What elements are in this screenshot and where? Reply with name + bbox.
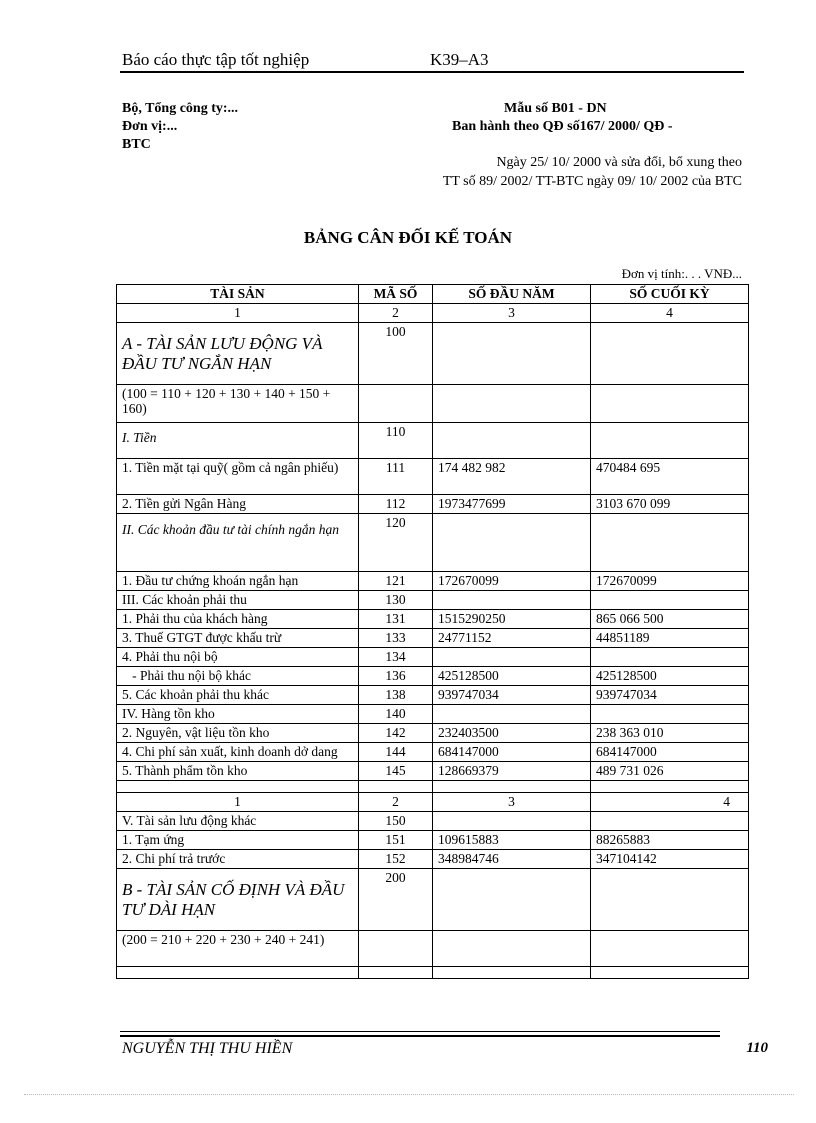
col-header-start: SỐ ĐẦU NĂM bbox=[433, 285, 591, 304]
table-index-row-repeat bbox=[117, 793, 749, 812]
row-code bbox=[359, 931, 433, 967]
table-row bbox=[117, 423, 749, 459]
row-label: 4. Phải thu nội bộ bbox=[117, 648, 359, 667]
page-edge-divider bbox=[24, 1094, 794, 1095]
issued-decision: Ban hành theo QĐ số167/ 2000/ QĐ - bbox=[452, 119, 673, 134]
index-cell: 1 bbox=[117, 793, 359, 812]
col-header-assets: TÀI SẢN bbox=[117, 285, 359, 304]
row-end: 238 363 010 bbox=[591, 724, 749, 743]
page-title: BẢNG CÂN ĐỐI KẾ TOÁN bbox=[303, 228, 513, 247]
table-row bbox=[117, 591, 749, 610]
row-label: 2. Nguyên, vật liệu tồn kho bbox=[117, 724, 359, 743]
circular-line: TT số 89/ 2002/ TT-BTC ngày 09/ 10/ 2002 của BTC bbox=[442, 174, 742, 189]
row-start: 232403500 bbox=[433, 724, 591, 743]
row-code: 121 bbox=[359, 572, 433, 591]
row-end bbox=[591, 591, 749, 610]
table-row bbox=[117, 812, 749, 831]
row-code: 200 bbox=[359, 869, 433, 931]
row-start bbox=[433, 931, 591, 967]
row-code: 142 bbox=[359, 724, 433, 743]
row-label: 1. Tiền mặt tại quỹ( gồm cả ngân phiếu) bbox=[117, 459, 359, 495]
index-cell: 1 bbox=[117, 304, 359, 323]
row-start: 128669379 bbox=[433, 762, 591, 781]
table-spacer-row bbox=[117, 781, 749, 793]
row-code: 112 bbox=[359, 495, 433, 514]
footer-rule-thin bbox=[120, 1031, 720, 1032]
row-start: 24771152 bbox=[433, 629, 591, 648]
row-code bbox=[359, 385, 433, 423]
row-start: 172670099 bbox=[433, 572, 591, 591]
table-row bbox=[117, 831, 749, 850]
table-row bbox=[117, 629, 749, 648]
row-code: 110 bbox=[359, 423, 433, 459]
row-start: 109615883 bbox=[433, 831, 591, 850]
row-label: III. Các khoản phải thu bbox=[117, 591, 359, 610]
table-row bbox=[117, 610, 749, 629]
row-start: 348984746 bbox=[433, 850, 591, 869]
row-end: 3103 670 099 bbox=[591, 495, 749, 514]
row-end bbox=[591, 812, 749, 831]
table-row bbox=[117, 572, 749, 591]
table-row bbox=[117, 686, 749, 705]
table-row bbox=[117, 459, 749, 495]
row-label: V. Tài sản lưu động khác bbox=[117, 812, 359, 831]
row-end: 44851189 bbox=[591, 629, 749, 648]
row-start bbox=[433, 323, 591, 385]
row-start bbox=[433, 705, 591, 724]
row-start: 174 482 982 bbox=[433, 459, 591, 495]
row-end bbox=[591, 514, 749, 572]
row-code: 130 bbox=[359, 591, 433, 610]
index-cell: 2 bbox=[359, 304, 433, 323]
row-start bbox=[433, 385, 591, 423]
row-end: 172670099 bbox=[591, 572, 749, 591]
table-row bbox=[117, 850, 749, 869]
table-row bbox=[117, 724, 749, 743]
row-code: 151 bbox=[359, 831, 433, 850]
row-label: A - TÀI SẢN LƯU ĐỘNG VÀ ĐẦU TƯ NGẮN HẠN bbox=[117, 323, 359, 385]
table-spacer-row bbox=[117, 967, 749, 979]
index-cell: 3 bbox=[433, 793, 591, 812]
row-label: IV. Hàng tồn kho bbox=[117, 705, 359, 724]
row-start: 1515290250 bbox=[433, 610, 591, 629]
table-row bbox=[117, 495, 749, 514]
row-code: 138 bbox=[359, 686, 433, 705]
col-header-code: MÃ SỐ bbox=[359, 285, 433, 304]
row-end bbox=[591, 869, 749, 931]
row-label: (200 = 210 + 220 + 230 + 240 + 241) bbox=[117, 931, 359, 967]
form-number: Mẫu số B01 - DN bbox=[504, 101, 607, 116]
index-cell: 2 bbox=[359, 793, 433, 812]
row-label: 1. Tạm ứng bbox=[117, 831, 359, 850]
row-end: 88265883 bbox=[591, 831, 749, 850]
report-header-left: Báo cáo thực tập tốt nghiệp bbox=[122, 50, 310, 69]
row-start: 684147000 bbox=[433, 743, 591, 762]
index-cell: 4 bbox=[591, 793, 749, 812]
row-label: (100 = 110 + 120 + 130 + 140 + 150 + 160) bbox=[117, 385, 359, 423]
header-rule bbox=[120, 71, 744, 73]
table-row bbox=[117, 648, 749, 667]
row-end: 865 066 500 bbox=[591, 610, 749, 629]
row-end: 425128500 bbox=[591, 667, 749, 686]
row-end bbox=[591, 705, 749, 724]
row-end: 347104142 bbox=[591, 850, 749, 869]
table-header-row bbox=[117, 285, 749, 304]
row-label: 3. Thuế GTGT được khấu trừ bbox=[117, 629, 359, 648]
row-end bbox=[591, 931, 749, 967]
row-end bbox=[591, 648, 749, 667]
row-start bbox=[433, 648, 591, 667]
report-header-class: K39–A3 bbox=[430, 50, 489, 69]
col-header-end: SỐ CUỐI KỲ bbox=[591, 285, 749, 304]
row-label: 4. Chi phí sản xuất, kinh doanh dở dang bbox=[117, 743, 359, 762]
row-start bbox=[433, 812, 591, 831]
balance-sheet-table bbox=[116, 284, 749, 979]
row-code: 136 bbox=[359, 667, 433, 686]
org-label: Bộ, Tổng công ty:... bbox=[122, 101, 239, 116]
row-end: 684147000 bbox=[591, 743, 749, 762]
row-start bbox=[433, 591, 591, 610]
row-code: 140 bbox=[359, 705, 433, 724]
row-label: 1. Phải thu của khách hàng bbox=[117, 610, 359, 629]
footer-rule-thick bbox=[120, 1035, 720, 1037]
row-end: 939747034 bbox=[591, 686, 749, 705]
btc-label: BTC bbox=[122, 137, 151, 152]
row-label: 2. Chi phí trả trước bbox=[117, 850, 359, 869]
row-label: 5. Thành phẩm tồn kho bbox=[117, 762, 359, 781]
row-code: 100 bbox=[359, 323, 433, 385]
author-name: NGUYỄN THỊ THU HIỀN bbox=[122, 1040, 293, 1057]
row-label: - Phải thu nội bộ khác bbox=[117, 667, 359, 686]
table-row bbox=[117, 869, 749, 931]
row-code: 145 bbox=[359, 762, 433, 781]
table-row bbox=[117, 743, 749, 762]
row-end bbox=[591, 323, 749, 385]
row-end bbox=[591, 423, 749, 459]
page-number: 110 bbox=[746, 1040, 768, 1056]
index-cell: 4 bbox=[591, 304, 749, 323]
row-label: 1. Đầu tư chứng khoán ngắn hạn bbox=[117, 572, 359, 591]
row-start: 939747034 bbox=[433, 686, 591, 705]
index-cell: 3 bbox=[433, 304, 591, 323]
row-start: 1973477699 bbox=[433, 495, 591, 514]
row-end: 489 731 026 bbox=[591, 762, 749, 781]
row-code: 133 bbox=[359, 629, 433, 648]
row-code: 120 bbox=[359, 514, 433, 572]
row-start bbox=[433, 423, 591, 459]
table-row bbox=[117, 514, 749, 572]
row-code: 152 bbox=[359, 850, 433, 869]
table-row bbox=[117, 323, 749, 385]
row-label: B - TÀI SẢN CỐ ĐỊNH VÀ ĐẦU TƯ DÀI HẠN bbox=[117, 869, 359, 931]
row-label: 5. Các khoản phải thu khác bbox=[117, 686, 359, 705]
table-row bbox=[117, 667, 749, 686]
row-code: 144 bbox=[359, 743, 433, 762]
row-label: 2. Tiền gửi Ngân Hàng bbox=[117, 495, 359, 514]
row-code: 134 bbox=[359, 648, 433, 667]
date-line: Ngày 25/ 10/ 2000 và sửa đổi, bổ xung theo bbox=[496, 155, 742, 170]
table-row bbox=[117, 762, 749, 781]
table-row bbox=[117, 931, 749, 967]
row-label: II. Các khoản đầu tư tài chính ngắn hạn bbox=[117, 514, 359, 572]
row-start: 425128500 bbox=[433, 667, 591, 686]
currency-unit: Đơn vị tính:. . . VNĐ... bbox=[621, 266, 742, 281]
row-end: 470484 695 bbox=[591, 459, 749, 495]
row-code: 111 bbox=[359, 459, 433, 495]
row-code: 131 bbox=[359, 610, 433, 629]
row-end bbox=[591, 385, 749, 423]
unit-label: Đơn vị:... bbox=[122, 119, 178, 134]
row-start bbox=[433, 869, 591, 931]
row-code: 150 bbox=[359, 812, 433, 831]
table-row bbox=[117, 705, 749, 724]
table-index-row bbox=[117, 304, 749, 323]
table-row bbox=[117, 385, 749, 423]
row-label: I. Tiền bbox=[117, 423, 359, 459]
row-start bbox=[433, 514, 591, 572]
